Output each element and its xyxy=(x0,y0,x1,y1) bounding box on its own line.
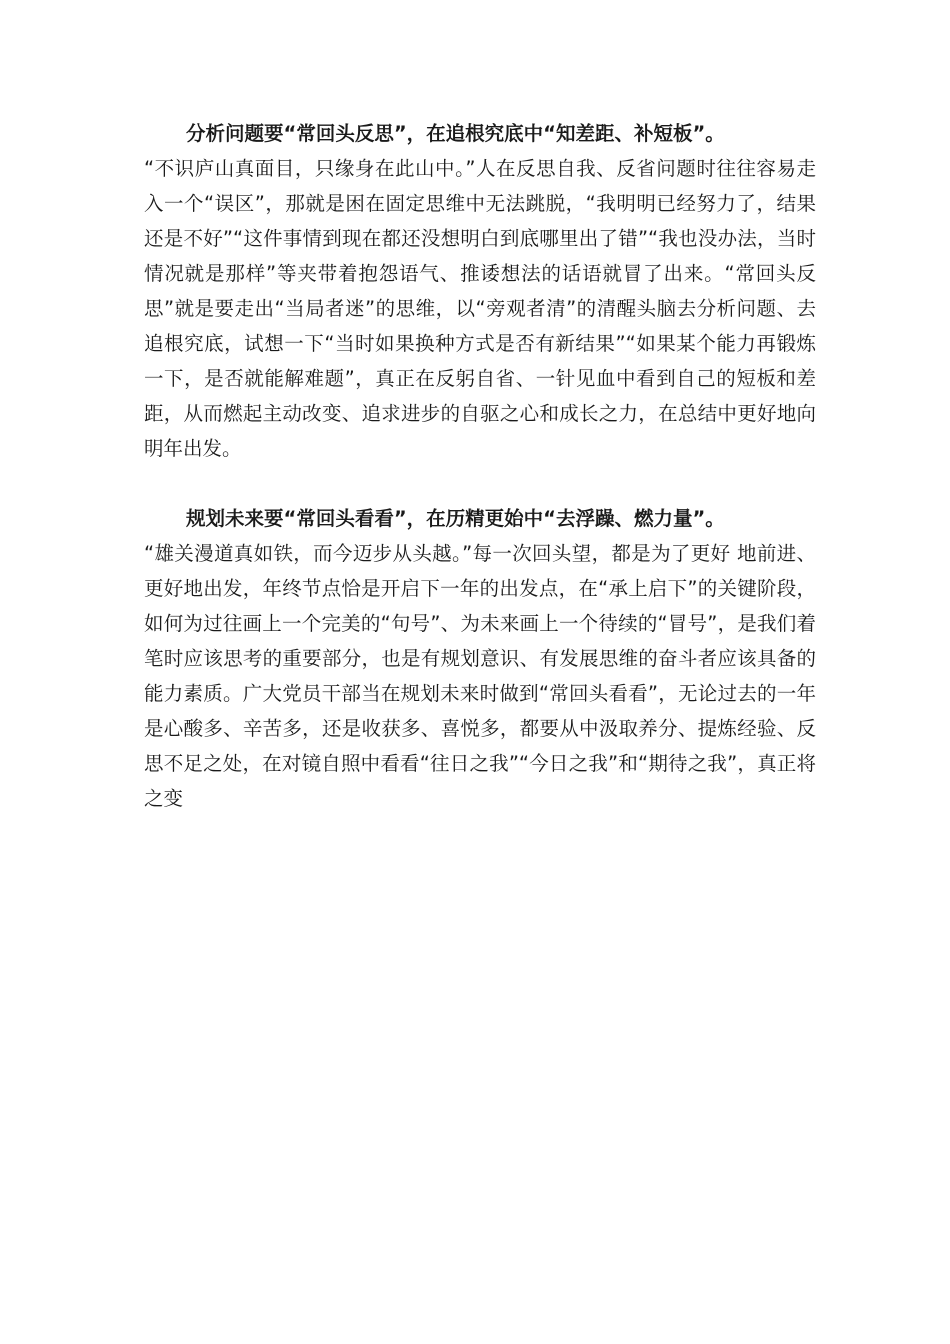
paragraph-heading: 规划未来要“常回头看看”，在历精更始中“去浮躁、燃力量”。 xyxy=(186,507,725,530)
paragraph-planning xyxy=(144,501,816,816)
paragraph-reflection xyxy=(144,116,816,466)
paragraph-heading: 分析问题要“常回头反思”，在追根究底中“知差距、补短板”。 xyxy=(186,122,725,145)
paragraph-body: “雄关漫道真如铁，而今迈步从头越。”每一次回头望，都是为了更好 地前进、更好地出发，年终节点恰是开启下一年的出发点，在“承上启下”的关键阶段，如何为过往画上一个完美的“句号”、为未来画上一个待续的“冒号”，是我们着笔时应该思考的重要部分，也是有规划意识、有发展思维的奋斗者应该具备的能力素质。广大党员干部当在规划未来时做到“常回头看看”，无论过去的一年是心酸多、辛苦多，还是收获多、喜悦多，都要从中汲取养分、提炼经验、反思不足之处，在对镜自照中看看“往日之我”“今日之我”和“期待之我”，真正将之变 xyxy=(144,542,816,810)
document-page xyxy=(144,116,816,816)
paragraph-body: “不识庐山真面目，只缘身在此山中。”人在反思自我、反省问题时往往容易走入一个“误区”，那就是困在固定思维中无法跳脱，“我明明已经努力了，结果还是不好”“这件事情到现在都还没想明白到底哪里出了错”“我也没办法，当时情况就是那样”等夹带着抱怨语气、推诿想法的话语就冒了出来。“常回头反思”就是要走出“当局者迷”的思维，以“旁观者清”的清醒头脑去分析问题、去追根究底，试想一下“当时如果换种方式是否有新结果”“如果某个能力再锻炼一下，是否就能解难题”，真正在反躬自省、一针见血中看到自己的短板和差距，从而燃起主动改变、追求进步的自驱之心和成长之力，在总结中更好地向明年出发。 xyxy=(144,157,816,460)
